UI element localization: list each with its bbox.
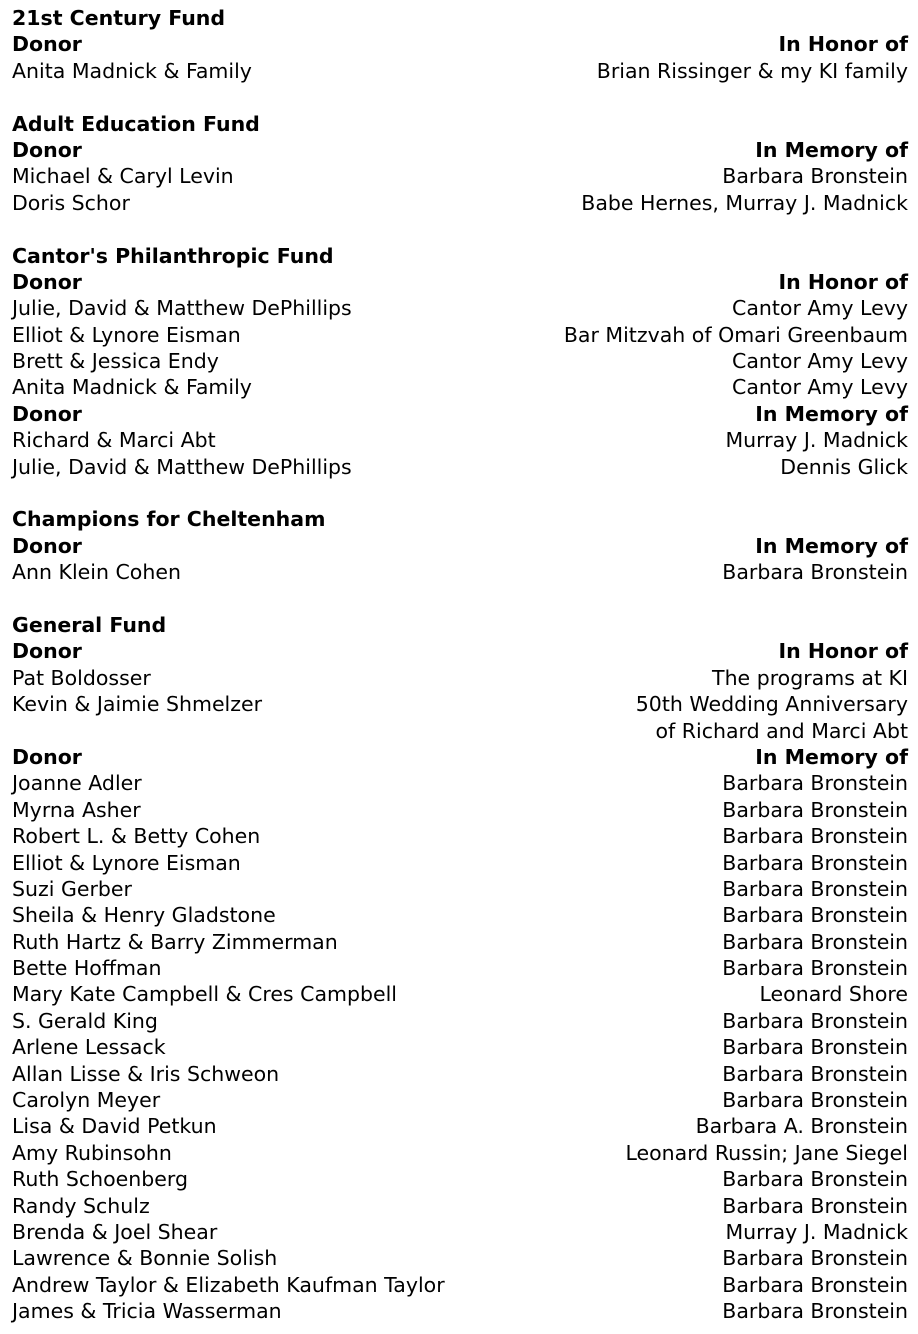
donation-row [12,850,908,876]
donation-row [12,1034,908,1060]
tribute-name: 50th Wedding Anniversary of Richard and Marci Abt [635,692,908,743]
column-header-row [12,744,908,770]
donor-column-header: Donor [12,137,82,162]
tribute-name: Barbara Bronstein [722,1061,908,1086]
fund-title: General Fund [12,612,167,637]
donor-name: Bette Hoffman [12,956,162,981]
fund-title: Cantor's Philanthropic Fund [12,243,334,268]
tribute-name: Barbara Bronstein [722,1088,908,1113]
tribute-name: Barbara Bronstein [722,903,908,928]
donation-row [12,559,908,585]
donation-row [12,1113,908,1139]
donor-name: Carolyn Meyer [12,1088,161,1113]
donor-name: Anita Madnick & Family [12,58,252,83]
donation-row [12,876,908,902]
donor-name: Robert L. & Betty Cohen [12,824,261,849]
donation-row [12,374,908,400]
donation-row [12,1008,908,1034]
section-spacer [12,84,908,110]
tribute-column-header: In Honor of [778,639,908,664]
column-header-row [12,31,908,57]
tribute-name: Barbara Bronstein [722,164,908,189]
tribute-name: Dennis Glick [780,454,908,479]
donor-column-header: Donor [12,401,82,426]
tribute-name: Babe Hernes, Murray J. Madnick [581,190,908,215]
column-header-row [12,269,908,295]
tribute-name: Leonard Shore [759,982,908,1007]
donation-row [12,295,908,321]
donation-row [12,348,908,374]
donation-row [12,1193,908,1219]
fund-title: Adult Education Fund [12,111,260,136]
fund-title: Champions for Cheltenham [12,507,326,532]
donation-row [12,454,908,480]
tribute-column-header: In Honor of [778,32,908,57]
tribute-name: Barbara Bronstein [722,1246,908,1271]
fund-section [12,243,908,481]
donor-name: James & Tricia Wasserman [12,1299,282,1324]
section-spacer [12,216,908,242]
fund-section [12,5,908,84]
tribute-name: Barbara Bronstein [722,876,908,901]
tribute-name: Murray J. Madnick [725,1219,908,1244]
fund-section [12,111,908,217]
tribute-name: Barbara Bronstein [722,1035,908,1060]
donation-row [12,1140,908,1166]
tribute-name: Leonard Russin; Jane Siegel [625,1140,908,1165]
donation-row [12,1166,908,1192]
column-header-row [12,533,908,559]
tribute-column-header: In Memory of [755,744,908,769]
donation-row [12,691,908,744]
donor-name: Elliot & Lynore Eisman [12,322,241,347]
donor-column-header: Donor [12,744,82,769]
tribute-name: Barbara Bronstein [722,1272,908,1297]
donation-row [12,1061,908,1087]
donor-name: Allan Lisse & Iris Schweon [12,1061,280,1086]
donor-name: Richard & Marci Abt [12,428,216,453]
donor-column-header: Donor [12,639,82,664]
donation-row [12,58,908,84]
donor-name: S. Gerald King [12,1008,158,1033]
donation-row [12,955,908,981]
column-header-row [12,137,908,163]
donation-row [12,823,908,849]
fund-section [12,612,908,1325]
donor-name: Randy Schulz [12,1193,150,1218]
donor-name: Anita Madnick & Family [12,375,252,400]
donor-name: Pat Boldosser [12,665,151,690]
donation-row [12,322,908,348]
tribute-name: Barbara Bronstein [722,956,908,981]
donor-name: Ruth Hartz & Barry Zimmerman [12,929,338,954]
donation-row [12,1087,908,1113]
tribute-name: Cantor Amy Levy [732,296,908,321]
donation-row [12,665,908,691]
fund-title: 21st Century Fund [12,6,226,30]
donor-name: Arlene Lessack [12,1035,166,1060]
donor-name: Andrew Taylor & Elizabeth Kaufman Taylor [12,1272,445,1297]
tribute-column-header: In Memory of [755,533,908,558]
section-spacer [12,480,908,506]
tribute-name: Cantor Amy Levy [732,349,908,374]
donor-name: Suzi Gerber [12,876,132,901]
donor-name: Myrna Asher [12,797,141,822]
donor-name: Julie, David & Matthew DePhillips [12,454,352,479]
donor-name: Lisa & David Petkun [12,1114,217,1139]
tribute-name: Barbara A. Bronstein [695,1114,908,1139]
donor-column-header: Donor [12,533,82,558]
donation-row [12,163,908,189]
tribute-name: Barbara Bronstein [722,1008,908,1033]
fund-section [12,506,908,585]
donor-name: Amy Rubinsohn [12,1140,172,1165]
donation-row [12,770,908,796]
column-header-row [12,638,908,664]
donor-name: Elliot & Lynore Eisman [12,850,241,875]
donor-name: Michael & Caryl Levin [12,164,234,189]
tribute-name: Brian Rissinger & my KI family [596,58,908,83]
tribute-name: Barbara Bronstein [722,560,908,585]
tribute-name: Barbara Bronstein [722,850,908,875]
donor-column-header: Donor [12,269,82,294]
donor-name: Brenda & Joel Shear [12,1219,218,1244]
section-spacer [12,586,908,612]
column-header-row [12,401,908,427]
donation-row [12,981,908,1007]
donation-row [12,1298,908,1324]
donor-name: Mary Kate Campbell & Cres Campbell [12,982,398,1007]
tribute-name: Barbara Bronstein [722,1193,908,1218]
donor-name: Kevin & Jaimie Shmelzer [12,692,263,717]
tribute-name: Barbara Bronstein [722,929,908,954]
donor-name: Lawrence & Bonnie Solish [12,1246,278,1271]
donor-name: Doris Schor [12,190,130,215]
donation-row [12,1272,908,1298]
tribute-name: Barbara Bronstein [722,1167,908,1192]
tribute-name: The programs at KI [712,665,908,690]
tribute-column-header: In Memory of [755,401,908,426]
donor-name: Ruth Schoenberg [12,1167,188,1192]
tribute-name: Cantor Amy Levy [732,375,908,400]
tribute-name: Barbara Bronstein [722,824,908,849]
donation-row [12,902,908,928]
donor-name: Ann Klein Cohen [12,560,181,585]
donation-row [12,1245,908,1271]
tribute-name: Murray J. Madnick [725,428,908,453]
donation-row [12,929,908,955]
donor-name: Brett & Jessica Endy [12,349,219,374]
tribute-name: Bar Mitzvah of Omari Greenbaum [563,322,908,347]
donation-row [12,190,908,216]
donation-row [12,1219,908,1245]
tribute-name: Barbara Bronstein [722,1299,908,1324]
donor-column-header: Donor [12,32,82,57]
tribute-column-header: In Honor of [778,269,908,294]
tribute-name: Barbara Bronstein [722,797,908,822]
tribute-name: Barbara Bronstein [722,771,908,796]
donor-name: Joanne Adler [12,771,142,796]
donation-row [12,797,908,823]
donor-name: Julie, David & Matthew DePhillips [12,296,352,321]
donation-row [12,427,908,453]
donor-name: Sheila & Henry Gladstone [12,903,276,928]
donations-document [12,5,908,1325]
tribute-column-header: In Memory of [755,137,908,162]
